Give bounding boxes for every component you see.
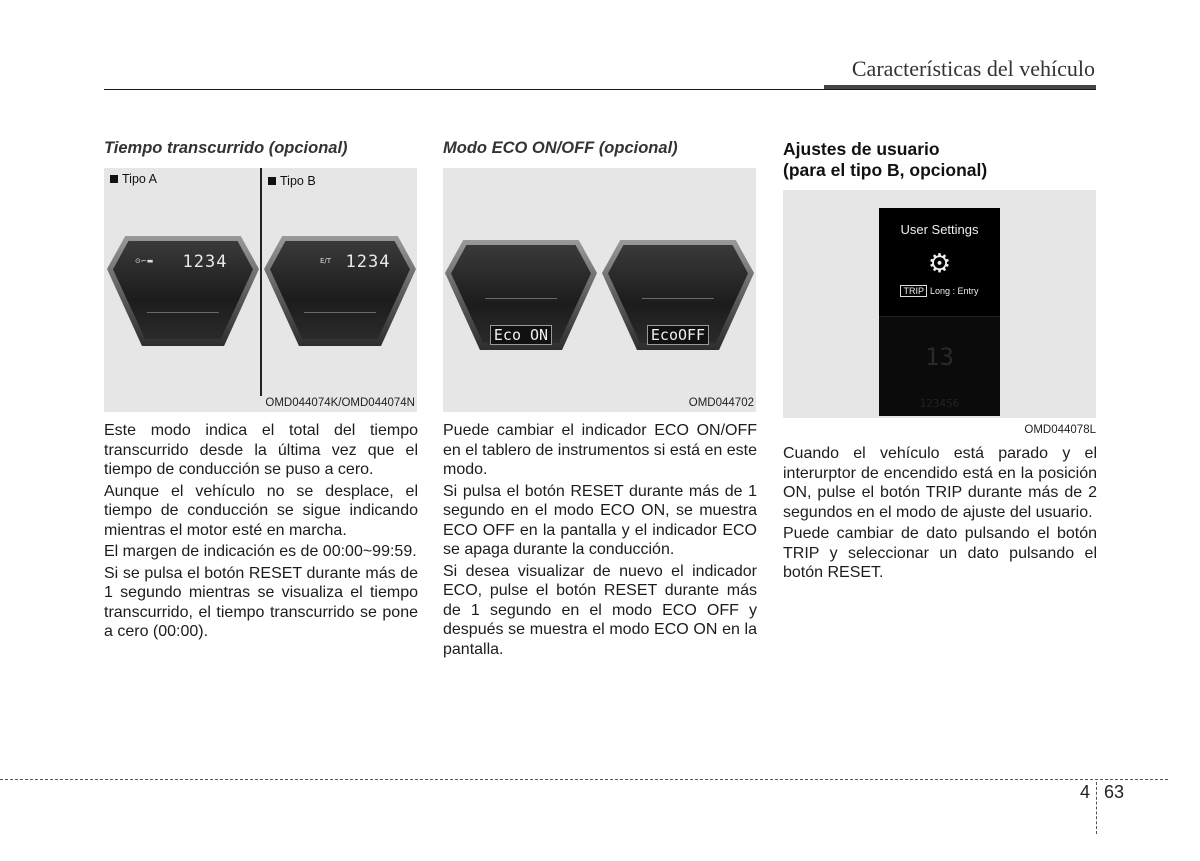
square-bullet-icon <box>110 175 118 183</box>
tipo-a-label: Tipo A <box>110 172 157 186</box>
paragraph: Si pulsa el botón RESET durante más de 1 segundo en el modo ECO ON, se muestra ECO OFF en la pantalla y el indicador ECO se apaga durante la conducción. <box>443 482 757 558</box>
section-title: Ajustes de usuario (para el tipo B, opcional) <box>783 139 988 180</box>
paragraph: Este modo indica el total del tiempo transcurrido desde la última vez que el tiempo de conducción se puso a cero. <box>104 422 418 478</box>
user-settings-screen <box>879 208 1000 416</box>
cluster-tipo-b <box>264 236 416 346</box>
car-timer-icon: ⊙⌐▬ <box>135 257 154 265</box>
clock-readout: 1234 <box>345 252 391 272</box>
gear-icon: ⚙ <box>927 248 952 278</box>
tipo-b-label: Tipo B <box>268 174 316 188</box>
figure-code: OMD044702 <box>688 397 754 409</box>
elapsed-time-icon: E/T <box>320 257 332 265</box>
paragraph: Puede cambiar de dato pulsando el botón TRIP y seleccionar un dato pulsando el botón RESET. <box>783 525 1097 581</box>
paragraph: Si se pulsa el botón RESET durante más de 1 segundo mientras se visualiza el tiempo transcurrido, el tiempo transcurrido se pone a cero (00:00). <box>104 564 418 640</box>
figure-divider <box>260 168 262 396</box>
dim-speed-digits: 13 <box>925 343 954 371</box>
section-number: 4 <box>1080 782 1091 802</box>
page-header-title: Características del vehículo <box>851 56 1095 81</box>
figure-user-settings <box>783 190 1096 436</box>
screen-title: User Settings <box>900 222 979 237</box>
column-elapsed-time <box>104 136 418 644</box>
eco-off-display: EcoOFF <box>602 325 754 345</box>
page-number-separator <box>1096 782 1097 834</box>
paragraph: Si desea visualizar de nuevo el indicador ECO, pulse el botón RESET durante más de 1 segundo en el modo ECO OFF y después se muestra el modo ECO ON en la pantalla. <box>443 562 757 658</box>
clock-readout: 1234 <box>182 252 228 272</box>
square-bullet-icon <box>268 177 276 185</box>
figure-code: OMD044074K/OMD044074N <box>265 397 415 409</box>
dim-odometer: 123456 <box>919 397 960 410</box>
paragraph: Puede cambiar el indicador ECO ON/OFF en el tablero de instrumentos si está en este modo. <box>443 422 757 478</box>
section-title: Modo ECO ON/OFF (opcional) <box>443 139 678 157</box>
cluster-eco-on <box>445 240 597 350</box>
dim-gauge-area <box>879 316 1000 416</box>
figure-elapsed-time <box>104 168 417 412</box>
trip-hint: TRIP Long : Entry <box>879 286 1000 296</box>
cluster-tipo-a <box>107 236 259 346</box>
cluster-eco-off <box>602 240 754 350</box>
paragraph: El margen de indicación es de 00:00~99:59. <box>104 543 417 560</box>
column-eco-mode <box>443 136 757 661</box>
figure-code: OMD044078L <box>1024 424 1096 436</box>
section-title: Tiempo transcurrido (opcional) <box>104 139 348 157</box>
footer-rule <box>0 779 1168 780</box>
paragraph: Cuando el vehículo está parado y el interurptor de encendido está en la posición ON, pulse el botón TRIP durante más de 2 segundos en el modo de ajuste del usuario. <box>783 445 1097 521</box>
paragraph: Aunque el vehículo no se desplace, el tiempo de conducción se sigue indicando mientras el motor esté en marcha. <box>104 482 418 539</box>
column-user-settings <box>783 136 1097 585</box>
page-number: 63 <box>1104 782 1125 802</box>
figure-eco-mode <box>443 168 756 412</box>
header-rule <box>104 89 1096 90</box>
eco-on-display: Eco ON <box>445 325 597 345</box>
